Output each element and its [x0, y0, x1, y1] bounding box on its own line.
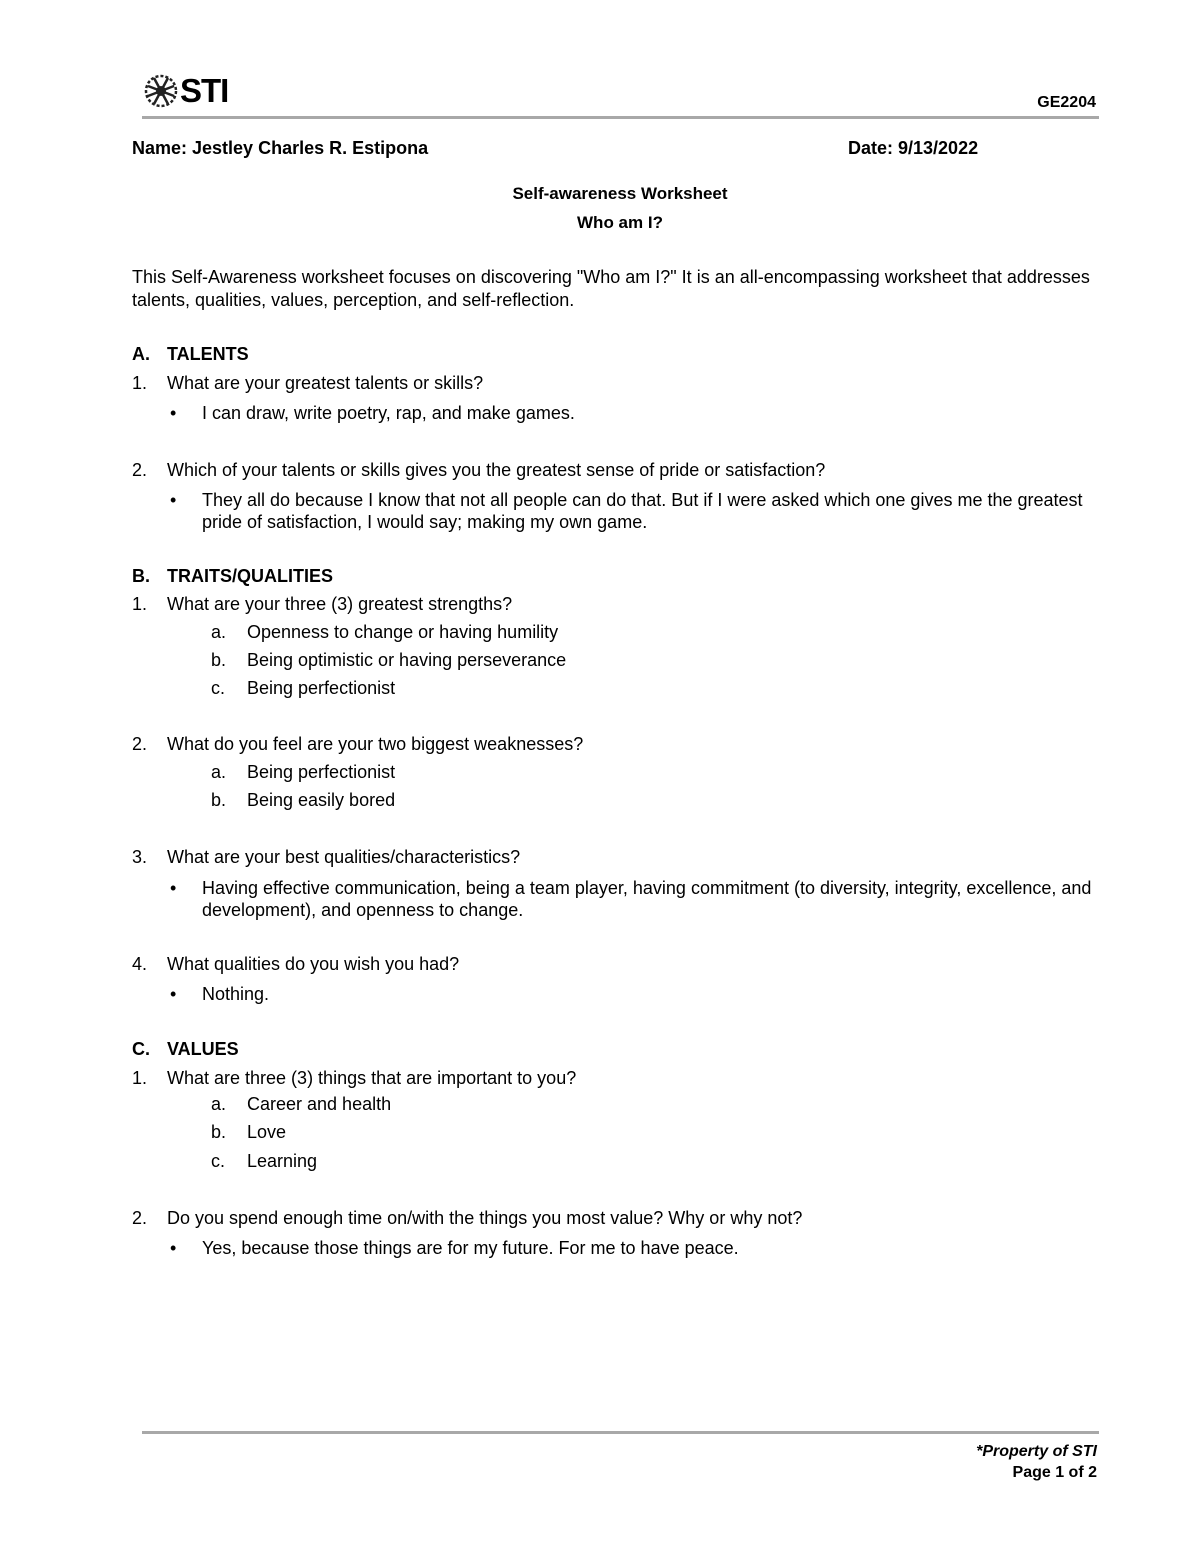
- question-number: 2.: [132, 734, 148, 754]
- item-letter: c.: [211, 678, 226, 698]
- footer-divider: [142, 1431, 1099, 1434]
- item-text: Career and health: [247, 1094, 392, 1114]
- item-letter: a.: [211, 762, 227, 782]
- question-traits-1: [132, 594, 512, 615]
- bullet-icon: •: [170, 490, 177, 510]
- globe-icon: [144, 74, 178, 108]
- list-item-value: [211, 1151, 317, 1172]
- question-text: What are your three (3) greatest strengths?: [167, 594, 513, 614]
- bullet-icon: •: [170, 984, 177, 1004]
- question-values-2: [132, 1208, 802, 1229]
- answer-text: I can draw, write poetry, rap, and make games.: [202, 403, 575, 423]
- section-letter: A.: [132, 344, 150, 364]
- answer-text: Having effective communication, being a team player, having commitment (to diversity, integrity, excellence, and development), and openness to change.: [202, 878, 1092, 920]
- question-traits-2: [132, 734, 583, 755]
- answer-talents-1: [170, 402, 1102, 424]
- item-letter: c.: [211, 1151, 226, 1171]
- item-text: Being optimistic or having perseverance: [247, 650, 567, 670]
- header-divider: [142, 116, 1099, 119]
- question-text: What are your greatest talents or skills?: [167, 373, 484, 393]
- question-number: 1.: [132, 1068, 148, 1088]
- list-item-weakness: [211, 762, 395, 783]
- question-text: Do you spend enough time on/with the things you most value? Why or why not?: [167, 1208, 803, 1228]
- worksheet-date: Date: 9/13/2022: [848, 138, 979, 158]
- section-heading-talents: [132, 344, 249, 365]
- question-number: 1.: [132, 594, 148, 614]
- list-item-value: [211, 1122, 286, 1143]
- intro-paragraph: This Self-Awareness worksheet focuses on discovering "Who am I?" It is an all-encompassing worksheet that addresses talents, qualities, values, perception, and self-reflection.: [132, 267, 1090, 310]
- question-talents-2: [132, 460, 825, 481]
- answer-text: They all do because I know that not all people can do that. But if I were asked which one gives me the greatest pride of satisfaction, I would say; making my own game.: [202, 490, 1083, 532]
- item-letter: b.: [211, 1122, 227, 1142]
- section-title: VALUES: [167, 1039, 239, 1059]
- question-text: What do you feel are your two biggest weaknesses?: [167, 734, 584, 754]
- item-text: Openness to change or having humility: [247, 622, 559, 642]
- item-text: Love: [247, 1122, 287, 1142]
- sti-logo: [144, 73, 228, 109]
- page-number: Page 1 of 2: [1012, 1464, 1097, 1481]
- question-text: What are your best qualities/characteristics?: [167, 847, 521, 867]
- item-text: Learning: [247, 1151, 318, 1171]
- section-title: TALENTS: [167, 344, 249, 364]
- answer-text: Yes, because those things are for my future. For me to have peace.: [202, 1238, 739, 1258]
- bullet-icon: •: [170, 878, 177, 898]
- question-traits-3: [132, 847, 520, 868]
- answer-traits-4: [170, 983, 1102, 1005]
- bullet-icon: •: [170, 403, 177, 423]
- question-text: What qualities do you wish you had?: [167, 954, 460, 974]
- answer-traits-3: [170, 877, 1102, 921]
- question-number: 4.: [132, 954, 148, 974]
- logo-text: STI: [180, 72, 229, 109]
- question-traits-4: [132, 954, 459, 975]
- question-text: What are three (3) things that are important to you?: [167, 1068, 577, 1088]
- worksheet-subtitle: Who am I?: [577, 213, 663, 232]
- list-item-strength: [211, 650, 566, 671]
- answer-talents-2: [170, 489, 1102, 533]
- question-number: 2.: [132, 460, 148, 480]
- section-letter: C.: [132, 1039, 150, 1059]
- question-values-1: [132, 1068, 576, 1089]
- section-letter: B.: [132, 566, 150, 586]
- student-name: Name: Jestley Charles R. Estipona: [132, 138, 429, 158]
- item-text: Being easily bored: [247, 790, 396, 810]
- question-number: 3.: [132, 847, 148, 867]
- worksheet-title: Self-awareness Worksheet: [512, 184, 728, 203]
- section-heading-traits: [132, 566, 333, 587]
- question-text: Which of your talents or skills gives you the greatest sense of pride or satisfaction?: [167, 460, 826, 480]
- item-letter: a.: [211, 622, 227, 642]
- list-item-weakness: [211, 790, 395, 811]
- item-text: Being perfectionist: [247, 762, 396, 782]
- answer-text: Nothing.: [202, 984, 270, 1004]
- item-letter: a.: [211, 1094, 227, 1114]
- list-item-value: [211, 1094, 391, 1115]
- question-talents-1: [132, 373, 483, 394]
- section-title: TRAITS/QUALITIES: [167, 566, 333, 586]
- item-text: Being perfectionist: [247, 678, 396, 698]
- item-letter: b.: [211, 650, 227, 670]
- course-code: GE2204: [1037, 94, 1096, 111]
- question-number: 2.: [132, 1208, 148, 1228]
- section-heading-values: [132, 1039, 239, 1060]
- answer-values-2: [170, 1237, 1102, 1259]
- item-letter: b.: [211, 790, 227, 810]
- list-item-strength: [211, 678, 395, 699]
- property-notice: *Property of STI: [976, 1443, 1097, 1460]
- question-number: 1.: [132, 373, 148, 393]
- list-item-strength: [211, 622, 558, 643]
- bullet-icon: •: [170, 1238, 177, 1258]
